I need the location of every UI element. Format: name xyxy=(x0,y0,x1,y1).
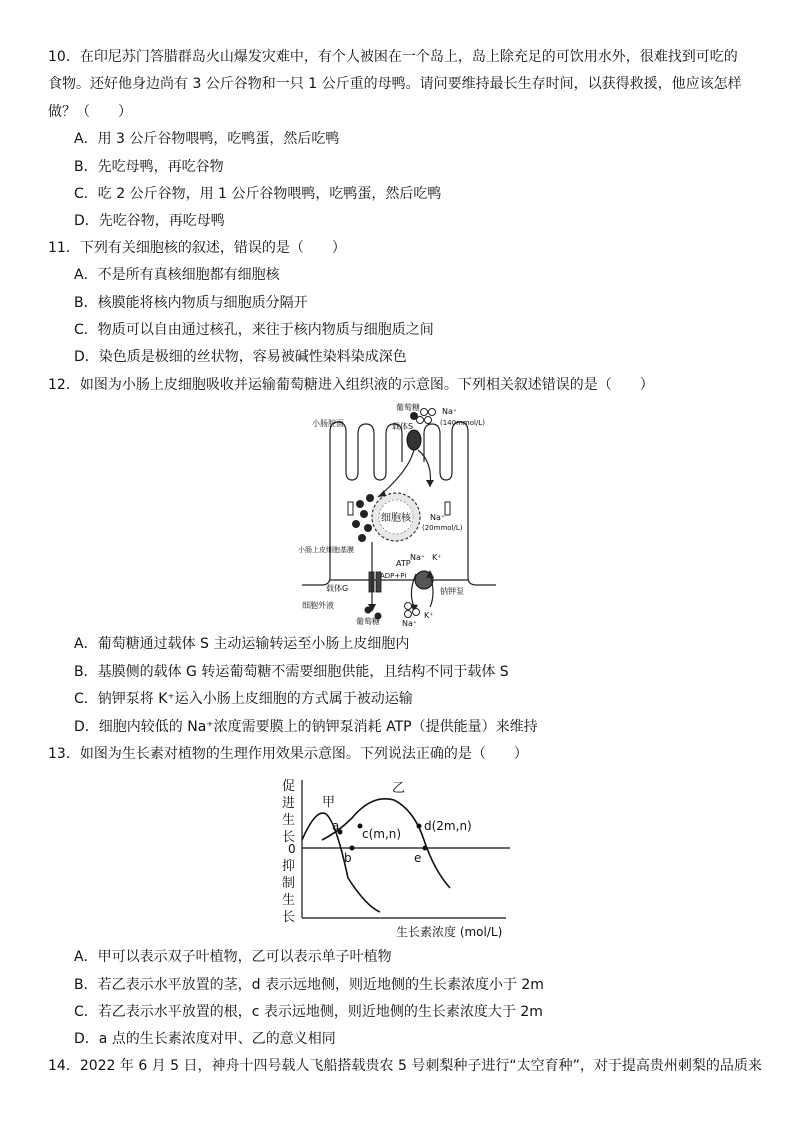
label-yi: 乙 xyxy=(392,781,406,796)
label-na-mid: Na⁺ xyxy=(430,513,446,522)
carrier-s-shape xyxy=(407,430,421,450)
y-label-bottom-4: 长 xyxy=(282,910,296,925)
label-glucose-top: 葡萄糖 xyxy=(396,403,420,412)
y-label-bottom-1: 抑 xyxy=(282,859,296,874)
q13-option-b: B．若乙表示水平放置的茎，d 表示远地侧，则近地侧的生长素浓度小于 2m xyxy=(74,977,544,993)
label-atp: ATP xyxy=(396,559,411,568)
label-k-pump-in: K⁺ xyxy=(432,553,442,562)
auxin-graph-figure xyxy=(274,770,524,942)
label-d: d(2m,n) xyxy=(424,819,472,833)
label-carrier-g: 载体G xyxy=(326,584,349,593)
glucose-cluster xyxy=(352,494,374,542)
q11-option-a: A．不是所有真核细胞都有细胞核 xyxy=(74,267,280,283)
q11-option-d: D．染色质是极细的丝状物，容易被碱性染料染成深色 xyxy=(74,349,407,365)
label-e: e xyxy=(414,851,422,865)
q13-option-c: C．若乙表示水平放置的根，c 表示远地侧，则近地侧的生长素浓度大于 2m xyxy=(74,1004,543,1020)
y-label-top-2: 进 xyxy=(282,796,296,811)
glucose-top-dot xyxy=(410,412,418,420)
label-k-bottom: K⁺ xyxy=(424,611,434,620)
q10-stem-line2: 食物。还好他身边尚有 3 公斤谷物和一只 1 公斤重的母鸭。请问要维持最长生存时间，以获得救援，他应该怎样 xyxy=(48,76,742,92)
label-na-top-conc: (140mmol/L) xyxy=(440,419,485,427)
label-lumen: 小肠腔面 xyxy=(312,419,344,428)
label-basement: 小肠上皮细胞基膜 xyxy=(298,546,354,554)
q12-option-c: C．钠钾泵将 K⁺运入小肠上皮细胞的方式属于被动运输 xyxy=(74,691,413,707)
q10-option-b: B．先吃母鸭，再吃谷物 xyxy=(74,159,224,175)
q11-option-c: C．物质可以自由通过核孔，来往于核内物质与细胞质之间 xyxy=(74,322,434,338)
label-b: b xyxy=(344,851,352,865)
label-na-pump-in: Na⁺ xyxy=(410,553,426,562)
label-na-mid-conc: (20mmol/L) xyxy=(422,524,463,532)
q13-stem: 13．如图为生长素对植物的生理作用效果示意图。下列说法正确的是（ ） xyxy=(48,746,528,762)
q12-option-a: A．葡萄糖通过载体 S 主动运输转运至小肠上皮细胞内 xyxy=(74,636,410,652)
point-e xyxy=(423,846,428,851)
point-b xyxy=(350,846,355,851)
q11-option-b: B．核膜能将核内物质与细胞质分隔开 xyxy=(74,295,308,311)
label-a: a xyxy=(332,819,340,833)
x-axis-label: 生长素浓度 (mol/L) xyxy=(396,925,503,939)
q10-stem-line3: 做？（ ） xyxy=(48,104,132,120)
arrow-glucose-in xyxy=(378,450,414,497)
q10-option-c: C．吃 2 公斤谷物，用 1 公斤谷物喂鸭，吃鸭蛋，然后吃鸭 xyxy=(74,186,442,202)
q13-option-a: A．甲可以表示双子叶植物，乙可以表示单子叶植物 xyxy=(74,949,392,965)
y-label-top-4: 长 xyxy=(282,830,296,845)
y-label-bottom-3: 生 xyxy=(282,893,296,908)
left-lateral-membrane xyxy=(302,468,330,585)
y-label-zero: 0 xyxy=(288,842,296,856)
label-jia: 甲 xyxy=(322,795,336,810)
q10-stem-line1: 10．在印尼苏门答腊群岛火山爆发灾难中，有个人被困在一个岛上，岛上除充足的可饮用水外，很难找到可吃的 xyxy=(48,49,738,65)
q10-option-a: A．用 3 公斤谷物喂鸭，吃鸭蛋，然后吃鸭 xyxy=(74,131,340,147)
y-label-bottom-2: 制 xyxy=(282,876,296,891)
q12-stem: 12．如图为小肠上皮细胞吸收并运输葡萄糖进入组织液的示意图。下列相关叙述错误的是（ ） xyxy=(48,377,654,393)
nucleus-label: 细胞核 xyxy=(381,513,411,524)
q11-stem: 11．下列有关细胞核的叙述，错误的是（ ） xyxy=(48,240,346,256)
label-extracellular: 细胞外液 xyxy=(302,601,334,610)
y-label-top-1: 促 xyxy=(282,779,296,794)
q14-stem-line1: 14．2022 年 6 月 5 日，神舟十四号载人飞船搭载贵农 5 号刺梨种子进行“太空育种”，对于提高贵州刺梨的品质来 xyxy=(48,1058,762,1074)
tight-junction-left xyxy=(348,502,353,515)
y-label-top-3: 生 xyxy=(282,813,296,828)
tight-junction-right xyxy=(445,502,450,515)
q10-option-d: D．先吃谷物，再吃母鸭 xyxy=(74,213,225,229)
label-c: c(m,n) xyxy=(362,827,402,841)
intestinal-cell-figure xyxy=(298,402,498,627)
label-na-bottom: Na⁺ xyxy=(402,619,418,627)
label-glucose-bottom: 葡萄糖 xyxy=(356,617,380,626)
label-carrier-s: 载体S xyxy=(392,422,414,431)
right-lateral-membrane xyxy=(468,468,496,585)
point-d xyxy=(417,824,422,829)
label-pump: 钠钾泵 xyxy=(440,587,464,596)
q12-option-d: D．细胞内较低的 Na⁺浓度需要膜上的钠钾泵消耗 ATP（提供能量）来维持 xyxy=(74,719,538,735)
curve-yi xyxy=(322,799,450,888)
q12-option-b: B．基膜侧的载体 G 转运葡萄糖不需要细胞供能，且结构不同于载体 S xyxy=(74,664,509,680)
label-adp: ADP+Pi xyxy=(380,572,407,580)
q13-option-d: D．a 点的生长素浓度对甲、乙的意义相同 xyxy=(74,1031,336,1047)
label-na-top: Na⁺ xyxy=(442,407,458,416)
